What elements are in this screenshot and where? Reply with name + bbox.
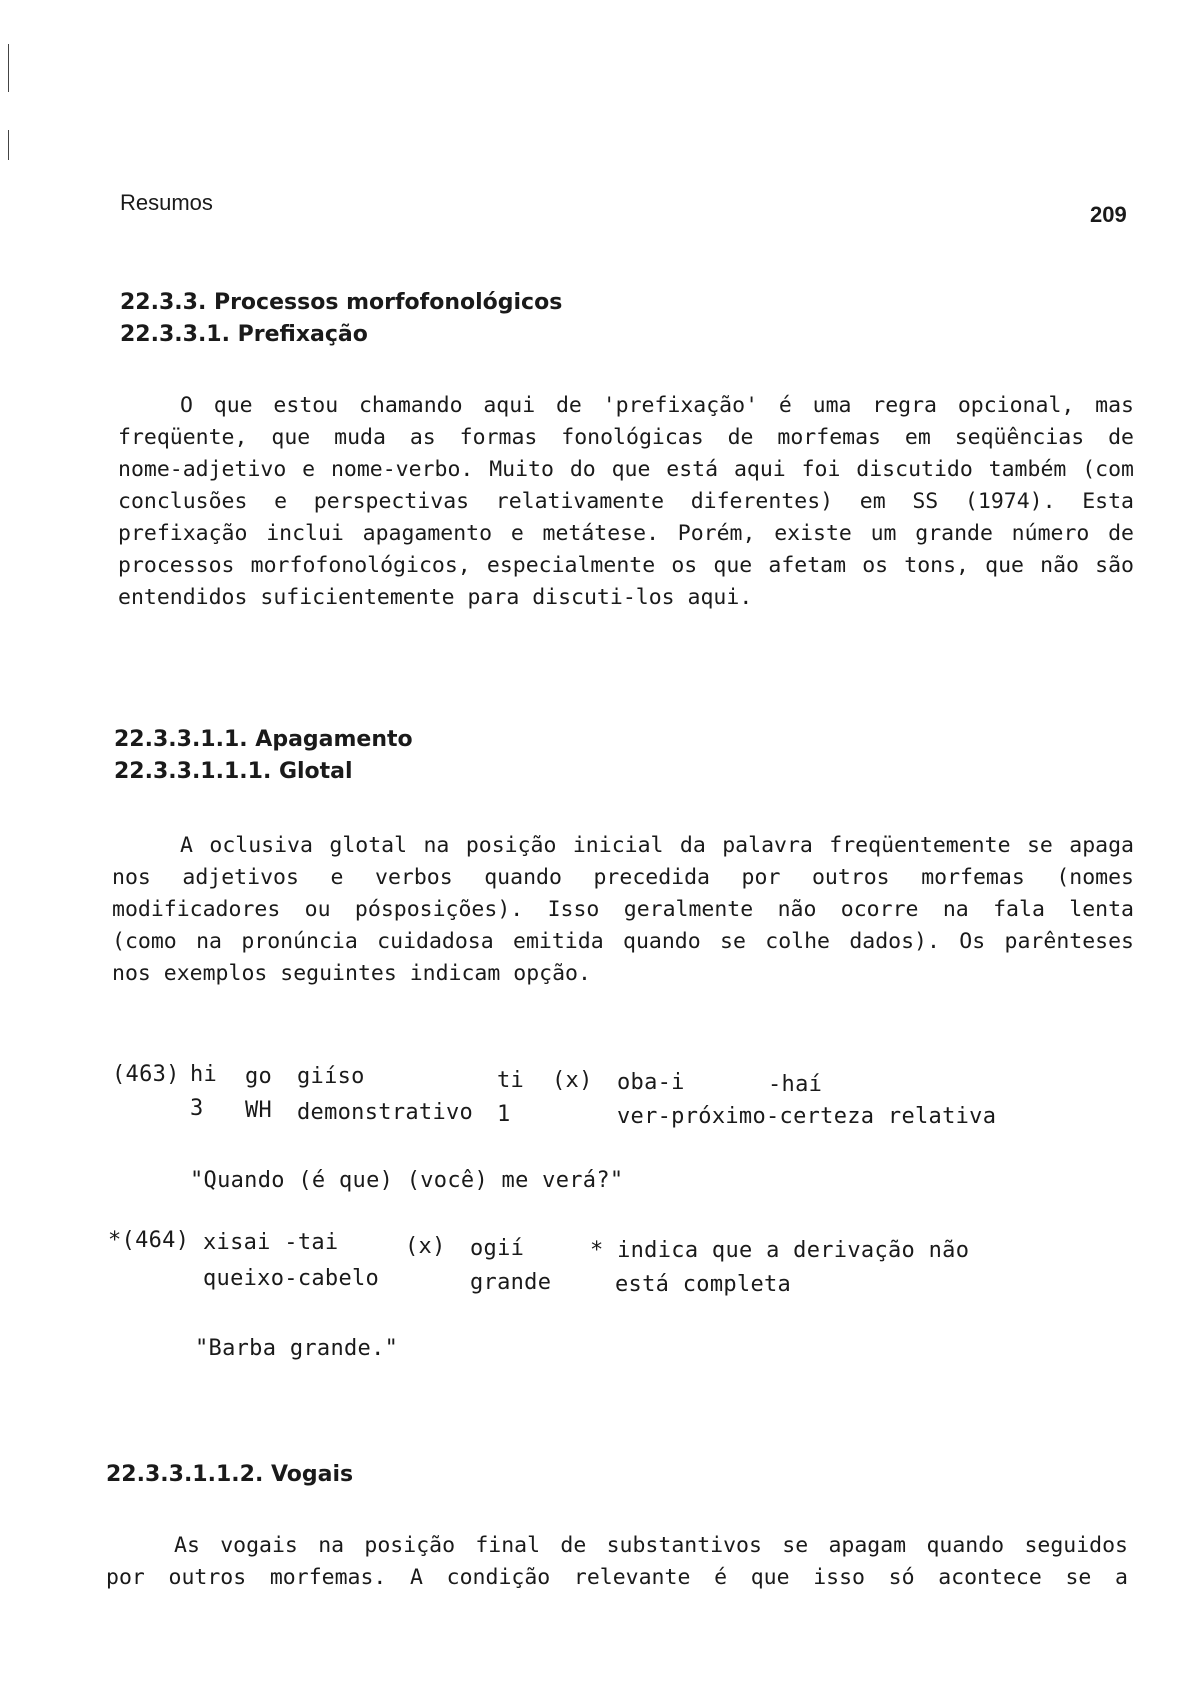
example-gloss: WH	[245, 1098, 273, 1123]
paragraph-line: O que estou chamando aqui de 'prefixação' é uma regra opcional, mas	[180, 393, 1134, 418]
example-word: giíso	[297, 1064, 365, 1089]
example-note: está completa	[615, 1272, 792, 1297]
subsection-heading: 22.3.3.1.1.1. Glotal	[114, 759, 353, 784]
paragraph-line: modificadores ou pósposições). Isso geralmente não ocorre na fala lenta	[112, 897, 1134, 922]
example-gloss: 1	[497, 1102, 511, 1127]
section-heading: 22.3.3. Processos morfofonológicos	[120, 290, 563, 315]
example-word: go	[245, 1064, 273, 1089]
page-number: 209	[1090, 202, 1127, 227]
example-word: ti	[497, 1068, 525, 1093]
example-word: (x)	[552, 1068, 593, 1093]
paragraph-line: conclusões e perspectivas relativamente diferentes) em SS (1974). Esta	[118, 489, 1134, 514]
scan-margin-mark	[8, 44, 9, 92]
example-word: oba-i	[617, 1070, 685, 1095]
example-word: -haí	[768, 1072, 823, 1097]
paragraph-line: nos exemplos seguintes indicam opção.	[112, 961, 591, 986]
paragraph-vogais	[106, 1530, 1128, 1594]
paragraph-line: A oclusiva glotal na posição inicial da palavra freqüentemente se apaga	[180, 833, 1134, 858]
paragraph-line: processos morfofonológicos, especialmente os que afetam os tons, que não são	[118, 553, 1134, 578]
example-gloss: grande	[470, 1270, 552, 1295]
subsection-heading: 22.3.3.1.1.2. Vogais	[106, 1462, 354, 1487]
example-word: xisai -tai	[203, 1230, 339, 1255]
paragraph-glotal	[112, 830, 1134, 990]
subsection-heading: 22.3.3.1.1. Apagamento	[114, 727, 413, 752]
running-title: Resumos	[120, 190, 213, 215]
example-note: * indica que a derivação não	[590, 1238, 970, 1263]
example-gloss: queixo-cabelo	[203, 1266, 380, 1291]
paragraph-line: por outros morfemas. A condição relevante é que isso só acontece se a	[106, 1565, 1128, 1590]
example-word: hi	[190, 1062, 218, 1087]
paragraph-line: freqüente, que muda as formas fonológicas de morfemas em seqüências de	[118, 425, 1134, 450]
paragraph-line: nome-adjetivo e nome-verbo. Muito do que está aqui foi discutido também (com	[118, 457, 1134, 482]
example-number: *(464)	[108, 1228, 190, 1253]
scan-margin-mark	[8, 130, 9, 160]
paragraph-line: entendidos suficientemente para discuti-los aqui.	[118, 585, 753, 610]
example-number: (463)	[112, 1062, 180, 1087]
example-gloss: 3	[190, 1096, 204, 1121]
example-gloss: demonstrativo	[297, 1100, 474, 1125]
example-translation: "Quando (é que) (você) me verá?"	[190, 1168, 624, 1193]
example-word: (x)	[405, 1234, 446, 1259]
subsection-heading: 22.3.3.1. Prefixação	[120, 322, 368, 347]
paragraph-line: prefixação inclui apagamento e metátese. Porém, existe um grande número de	[118, 521, 1134, 546]
paragraph-line: As vogais na posição final de substantivos se apagam quando seguidos	[174, 1533, 1128, 1558]
example-translation: "Barba grande."	[195, 1336, 399, 1361]
example-word: ogií	[470, 1236, 525, 1261]
paragraph-prefixacao	[118, 390, 1134, 614]
paragraph-line: nos adjetivos e verbos quando precedida por outros morfemas (nomes	[112, 865, 1134, 890]
paragraph-line: (como na pronúncia cuidadosa emitida quando se colhe dados). Os parênteses	[112, 929, 1134, 954]
example-gloss: ver-próximo-certeza relativa	[617, 1104, 997, 1129]
